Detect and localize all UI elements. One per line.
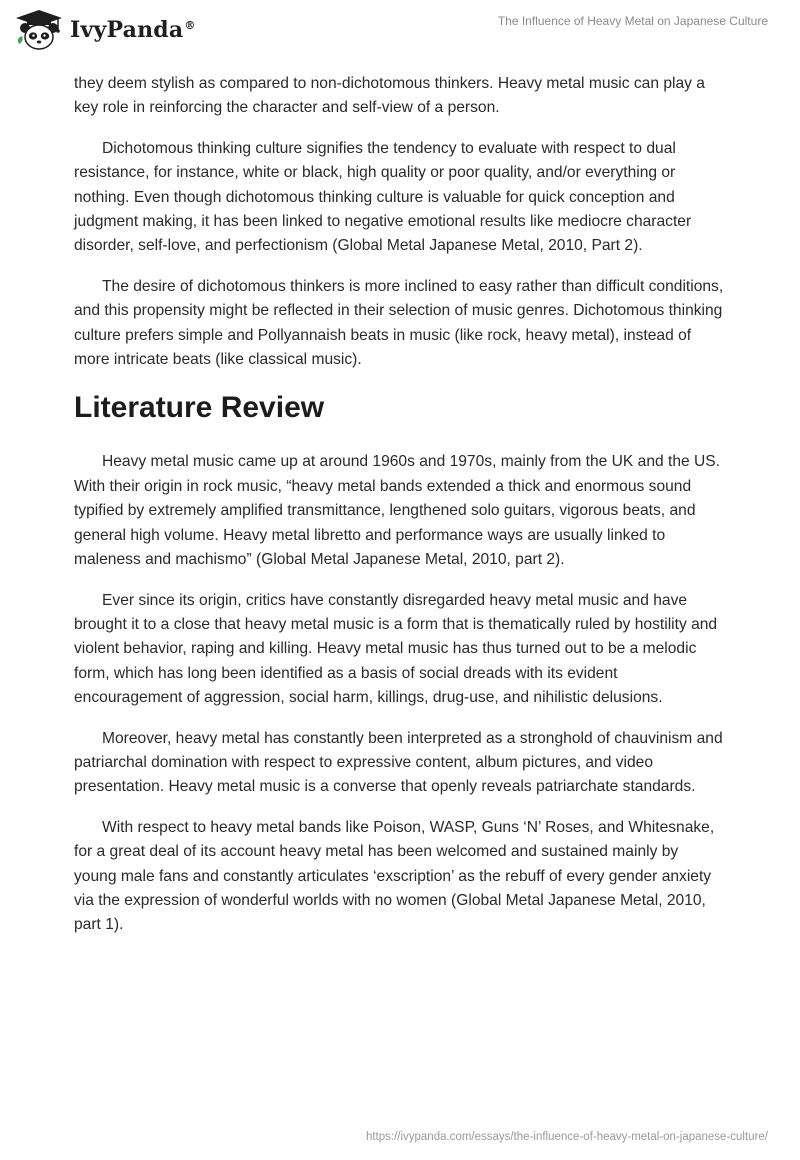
brand-name: IvyPanda® xyxy=(70,17,196,43)
logo[interactable] xyxy=(14,8,196,52)
essay-content xyxy=(74,72,724,954)
document-title: The Influence of Heavy Metal on Japanese Culture xyxy=(497,14,768,28)
paragraph: With respect to heavy metal bands like Poison, WASP, Guns ‘N’ Roses, and Whitesnake, for a great deal of its account heavy metal has been welcomed and sustained mainly by young male fans and constantly articulates ‘exscription’ as the rebuff of every gender anxiety via the expression of wonderful worlds with no women (Global Metal Japanese Metal, 2010, part 1). xyxy=(74,818,715,934)
panda-graduate-icon xyxy=(14,8,64,52)
paragraph: Moreover, heavy metal has constantly been interpreted as a stronghold of chauvinism and patriarchal domination with respect to expressive content, album pictures, and video presentation. Heavy metal music is a converse that openly reveals patriarchate standards. xyxy=(74,729,723,796)
section-heading: Literature Review xyxy=(74,391,325,425)
paragraph: they deem stylish as compared to non-dichotomous thinkers. Heavy metal music can play a key role in reinforcing the character and self-view of a person. xyxy=(74,75,705,117)
paragraph: Ever since its origin, critics have constantly disregarded heavy metal music and have brought it to a close that heavy metal music is a form that is thematically ruled by hostility and violent behavior, raping and killing. Heavy metal music has thus turned out to be a melodic form, which has long been identified as a basis of social dreads with its evident encouragement of aggression, social harm, killings, drug-use, and nihilistic delusions. xyxy=(74,591,718,707)
source-url[interactable]: https://ivypanda.com/essays/the-influence-of-heavy-metal-on-japanese-culture/ xyxy=(365,1131,768,1143)
paragraph: Dichotomous thinking culture signifies the tendency to evaluate with respect to dual resistance, for instance, white or black, high quality or poor quality, and/or everything or nothing. Even though dichotomous thinking culture is valuable for quick conception and judgment making, it has been linked to negative emotional results like mediocre character disorder, self-love, and perfectionism (Global Metal Japanese Metal, 2010, Part 2). xyxy=(74,139,692,255)
paragraph: The desire of dichotomous thinkers is more inclined to easy rather than difficult conditions, and this propensity might be reflected in their selection of music genres. Dichotomous thinking culture prefers simple and Pollyannaish beats in music (like rock, heavy metal), instead of more intricate beats (like classical music). xyxy=(74,277,724,369)
paragraph: Heavy metal music came up at around 1960s and 1970s, mainly from the UK and the US. With their origin in rock music, “heavy metal bands extended a thick and enormous sound typified by extremely amplified transmittance, lengthened solo guitars, vigorous beats, and general high volume. Heavy metal libretto and performance ways are usually linked to maleness and machismo” (Global Metal Japanese Metal, 2010, part 2). xyxy=(74,453,721,569)
page-header xyxy=(0,0,800,70)
